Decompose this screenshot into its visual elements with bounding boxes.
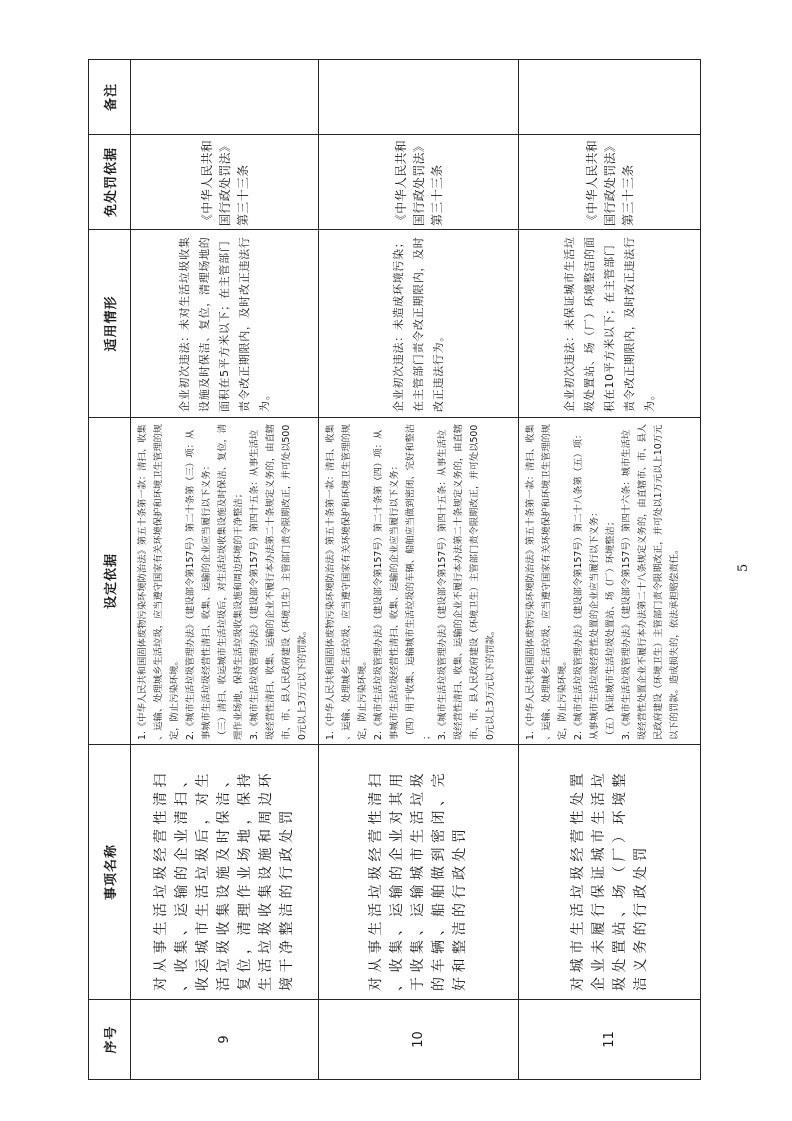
remark-cell [519, 59, 701, 134]
applicable-situation-text: 企业初次违法：未对生活垃圾收集设施及时保洁、复位，清理场地的面积在5平方米以下；在主管部门责令改正期限内，及时改正违法行为。 [177, 236, 271, 412]
page-number: 5 [736, 563, 751, 572]
legal-basis-paragraph: 1.《中华人民共和国固体废物污染环境防治法》第五十条第一款：清扫、收集、运输、处理城乡生活垃圾，应当遵守国家有关环境保护和环境卫生管理的规定，防止污染环境。 [325, 423, 368, 740]
legal-basis-paragraph: 1.《中华人民共和国固体废物污染环境防治法》第五十条第一款：清扫、收集、运输、处理城乡生活垃圾，应当遵守国家有关环境保护和环境卫生管理的规定，防止污染环境。 [525, 423, 568, 740]
applicable-situation-cell [131, 229, 319, 417]
legal-basis-cell [131, 417, 319, 744]
legal-basis-paragraph: 2.《城市生活垃圾管理办法》（建设部令第157号）第二十条第（四）项：从事城市生活垃圾经营性清扫、收集、运输的企业应当履行以下义务： [373, 429, 400, 740]
header-index: 序号 [89, 999, 131, 1079]
exemption-basis-text: 《中华人民共和国行政处罚法》第三十三条 [584, 139, 635, 226]
applicable-situation-cell [319, 229, 519, 417]
rotated-sheet [88, 60, 758, 1080]
applicable-situation-cell [519, 229, 701, 417]
header-applicable-situation: 适用情形 [89, 229, 131, 417]
exemption-basis-text: 《中华人民共和国行政处罚法》第三十三条 [393, 139, 444, 226]
legal-basis-paragraph: 2.《城市生活垃圾管理办法》（建设部令第157号）第二十条第（三）项：从事城市生活垃圾经营性清扫、收集、运输的企业应当履行以下义务： [185, 429, 212, 740]
item-name-cell [519, 744, 701, 999]
legal-basis-paragraph: 2.《城市生活垃圾管理办法》（建设部令第157号）第二十八条第（五）项：从事城市生活垃圾经营性处置的企业应当履行以下义务： [573, 429, 600, 740]
exemption-basis-cell [519, 134, 701, 229]
penalty-exemption-table [88, 59, 701, 1080]
item-name-text: 对从事生活垃圾经营性清扫、收集、运输的企业清扫、收运城市生活垃圾后，对生活垃圾收集设施及时保洁、复位，清理作业场地，保持生活垃圾收集设施和周边环境干净整洁的行政处罚 [153, 769, 295, 991]
legal-basis-cell [319, 417, 519, 744]
header-remark: 备注 [89, 59, 131, 134]
exemption-basis-text: 《中华人民共和国行政处罚法》第三十三条 [199, 139, 250, 226]
item-name-text: 对城市生活垃圾经营性处置企业未履行保证城市生活垃圾处置站、场（厂）环境整洁义务的行政处罚 [569, 769, 649, 991]
row-index-cell: 11 [519, 999, 701, 1079]
remark-cell [319, 59, 519, 134]
item-name-cell [319, 744, 519, 999]
legal-basis-paragraph: 3.《城市生活垃圾管理办法》（建设部令第157号）第四十五条：从事生活垃圾经营性清扫、收集、运输的企业不履行本办法第二十条规定义务的，由直辖市、市、县人民政府建设（环境卫生）主管部门责令限期改正，并可处以5000元以上3万元以下的罚款。 [249, 423, 308, 740]
item-name-cell [131, 744, 319, 999]
legal-basis-paragraph: 3.《城市生活垃圾管理办法》（建设部令第157号）第四十六条：城市生活垃圾经营性处置企业不履行本办法第二十八条规定义务的，由直辖市、市、县人民政府建设（环境卫生）主管部门责令限期改正，并可处以1万元以上10万元以下的罚款。造成损失的，依法承担赔偿责任。 [621, 423, 680, 740]
legal-basis-paragraph: （三）清扫、收运城市生活垃圾后，对生活垃圾收集设施及时保洁、复位，清理作业场地，保持生活垃圾收集设施和周边环境的干净整洁； [217, 423, 244, 740]
legal-basis-paragraph: 1.《中华人民共和国固体废物污染环境防治法》第五十条第一款：清扫、收集、运输、处理城乡生活垃圾，应当遵守国家有关环境保护和环境卫生管理的规定，防止污染环境。 [137, 423, 180, 740]
row-index-cell: 9 [131, 999, 319, 1079]
item-name-text: 对从事生活垃圾经营性清扫、收集、运输的企业对其用于收集、运输城市生活垃圾的车辆、船舶做到密闭、完好和整洁的行政处罚 [368, 769, 468, 991]
legal-basis-cell [519, 417, 701, 744]
header-exemption-basis: 免处罚依据 [89, 134, 131, 229]
exemption-basis-cell [131, 134, 319, 229]
remark-cell [131, 59, 319, 134]
legal-basis-paragraph: （四）用于收集、运输城市生活垃圾的车辆、船舶应当做到密闭、完好和整洁； [405, 423, 432, 740]
applicable-situation-text: 企业初次违法：未保证城市生活垃圾处置站、场（厂）环境整洁的面积在10平方米以下；在主管部门责令改正期限内，及时改正违法行为。 [562, 236, 656, 412]
exemption-basis-cell [319, 134, 519, 229]
applicable-situation-text: 企业初次违法：未造成环境污染；在主管部门责令改正期限内，及时改正违法行为。 [391, 236, 445, 412]
legal-basis-paragraph: （五）保证城市生活垃圾处置站、场（厂）环境整洁； [605, 516, 616, 740]
header-item-name: 事项名称 [89, 744, 131, 999]
legal-basis-paragraph: 3.《城市生活垃圾管理办法》（建设部令第157号）第四十五条：从事生活垃圾经营性清扫、收集、运输的企业不履行本办法第二十条规定义务的，由直辖市、市、县人民政府建设（环境卫生）主管部门责令限期改正，并可处以5000元以上3万元以下的罚款。 [437, 423, 496, 740]
header-legal-basis: 设定依据 [89, 417, 131, 744]
row-index-cell: 10 [319, 999, 519, 1079]
